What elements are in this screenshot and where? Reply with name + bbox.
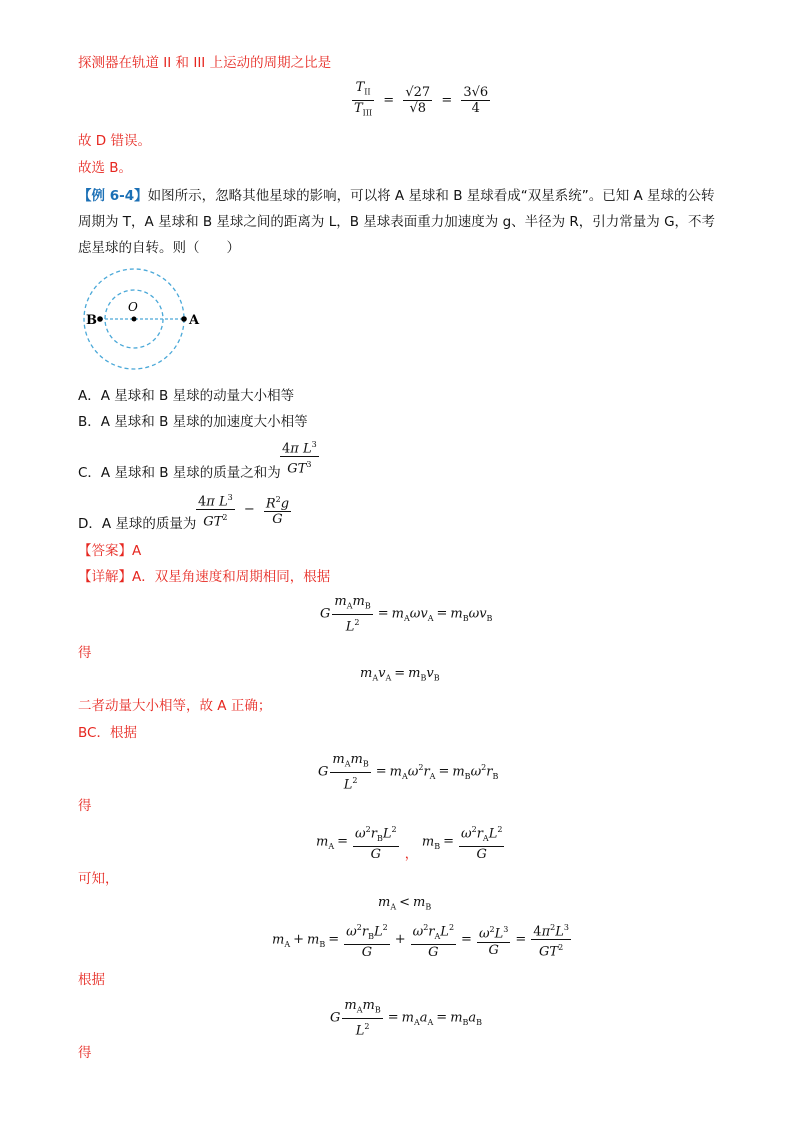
centripetal-equation: G $\frac{m_Am_B}{L^2}$ = $m_A\omega^2r_A = m_B\omega^2r_B$ xyxy=(318,752,499,792)
mass-equations: $m_A$ = $\frac{\omega^2r_BL^2}{G}$ ， $m_B$ = $\frac{\omega^2r_AL^2}{G}$ xyxy=(316,822,506,862)
mass-sum-equation: $m_A + m_B$ = $\frac{\omega^2r_BL^2}{G}$ + $\frac{\omega^2r_AL^2}{G}$ = $\frac{\omega^2L^3}{G}$ = $\frac{4\pi^2L^3}{GT^2}$ xyxy=(272,920,573,960)
option-a: A．A 星球和 B 星球的动量大小相等 xyxy=(78,388,295,404)
star-b-dot xyxy=(97,316,103,322)
example-line-1 xyxy=(78,186,715,206)
choose-b-text: 故选 B。 xyxy=(78,160,133,176)
label-b: B xyxy=(86,313,97,328)
option-b: B．A 星球和 B 星球的加速度大小相等 xyxy=(78,414,308,430)
acceleration-equation: G $\frac{m_Am_B}{L^2}$ = $m_Aa_A = m_Ba_B$ xyxy=(330,998,483,1038)
de-text-2: 得 xyxy=(78,798,92,814)
period-ratio-intro: 探测器在轨道 II 和 III 上运动的周期之比是 xyxy=(78,55,332,71)
mass-inequality: $m_A < m_B$ xyxy=(378,895,432,912)
label-o: O xyxy=(128,300,138,314)
de-text-1: 得 xyxy=(78,645,92,661)
d-wrong-text: 故 D 错误。 xyxy=(78,133,151,149)
star-a-dot xyxy=(181,316,187,322)
explain-a-text: 【详解】A．双星角速度和周期相同，根据 xyxy=(78,569,331,585)
example-text-3: 虑星球的自转。则（ ） xyxy=(78,240,240,256)
option-d: D．A 星球的质量为 xyxy=(78,516,197,532)
momentum-equal-text: 二者动量大小相等，故 A 正确； xyxy=(78,698,272,714)
answer-text: 【答案】A xyxy=(78,543,142,559)
de-text-3: 得 xyxy=(78,1045,92,1061)
binary-star-diagram xyxy=(76,264,206,374)
comma-separator: ， xyxy=(404,846,418,862)
option-c-formula: $\frac{4\pi L^3}{GT^3}$ xyxy=(278,437,321,477)
option-c: C．A 星球和 B 星球的质量之和为 xyxy=(78,465,281,481)
label-a: A xyxy=(189,313,200,328)
center-o-dot xyxy=(132,317,137,322)
period-ratio-equation: $\frac{T_{II}}{T_{III}}$ = $\frac{√27}{√8}$ = $\frac{3√6}{4}$ xyxy=(354,80,489,118)
momentum-equation-1: G $\frac{m_Am_B}{L^2}$ = $m_A\omega v_A = m_B\omega v_B$ xyxy=(320,594,493,634)
example-text-2: 周期为 T，A 星球和 B 星球之间的距离为 L，B 星球表面重力加速度为 g、半径为 R，引力常量为 G，不考 xyxy=(78,214,716,230)
momentum-equation-2: $m_Av_A = m_Bv_B$ xyxy=(360,666,440,683)
genju-text: 根据 xyxy=(78,972,105,988)
example-text-1: 如图所示，忽略其他星球的影响，可以将 A 星球和 B 星球看成“双星系统”。已知 A 星球的公转 xyxy=(147,188,715,204)
example-tag: 【例 6-4】 xyxy=(78,188,148,204)
bc-according-text: BC．根据 xyxy=(78,725,137,741)
kezhi-text: 可知， xyxy=(78,871,119,887)
option-d-formula: $\frac{4\pi L^3}{GT^2}$ − $\frac{R^2g}{G}$ xyxy=(194,490,293,530)
